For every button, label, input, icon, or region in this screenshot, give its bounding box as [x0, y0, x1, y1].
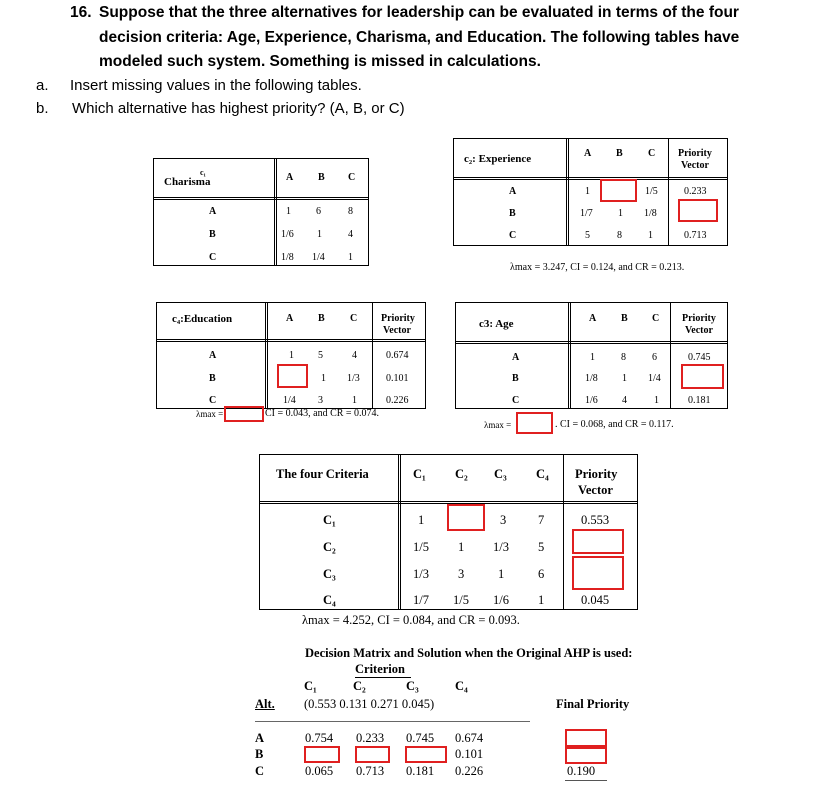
age-row-b-label: B [512, 373, 519, 384]
criteria-row-c2-label: C₂ [323, 540, 336, 554]
age-cell: 6 [652, 352, 657, 363]
education-cell: 4 [352, 350, 357, 361]
education-summary: CI = 0.043, and CR = 0.074. [265, 408, 380, 419]
experience-missing-a-b-input[interactable] [600, 179, 637, 202]
age-col-c: C [652, 313, 660, 324]
education-cell: 1 [321, 373, 326, 384]
criteria-col-c4: C₄ [536, 467, 549, 481]
criteria-vector-header: Vector [578, 483, 613, 497]
criteria-row-c1-label: C₁ [323, 513, 336, 527]
decision-missing-b-c1-input[interactable] [304, 746, 340, 763]
education-cell: 1 [352, 395, 357, 406]
criteria-cell: 1/5 [413, 540, 429, 554]
question-line-1: Suppose that the three alternatives for leadership can be evaluated in terms of the four [99, 4, 739, 21]
age-col-a: A [589, 313, 597, 324]
decision-final-a-input[interactable] [565, 729, 607, 747]
education-cell: 1/4 [283, 395, 296, 406]
experience-row-c-label: C [509, 230, 517, 241]
charisma-col-c: C [348, 172, 356, 183]
experience-row-b-label: B [509, 208, 516, 219]
question-line-3: modeled such system. Something is missed in calculations. [99, 53, 541, 70]
education-lambda-label: λmax = [196, 409, 224, 419]
decision-missing-b-c3-input[interactable] [405, 746, 447, 763]
education-col-b: B [318, 313, 325, 324]
charisma-col-b: B [318, 172, 325, 183]
criteria-priority-header: Priority [575, 467, 618, 481]
experience-priority-header: Priority [678, 148, 712, 159]
decision-final-c-value: 0.190 [567, 764, 596, 778]
charisma-cell: 4 [348, 229, 353, 240]
experience-title: c₂: Experience [464, 153, 532, 165]
experience-col-b: B [616, 148, 623, 159]
education-missing-b-a-input[interactable] [277, 364, 308, 388]
criteria-cell: 5 [538, 540, 545, 554]
education-vector-header: Vector [383, 325, 411, 336]
age-cell: 8 [621, 352, 626, 363]
age-priority-header: Priority [682, 313, 716, 324]
criteria-cell: 3 [458, 567, 465, 581]
criteria-col-c3: C₃ [494, 467, 507, 481]
experience-vector-header: Vector [681, 160, 709, 171]
criteria-row-c4-label: C₄ [323, 593, 336, 607]
experience-cell: 1/8 [644, 208, 657, 219]
decision-crit-c4: C₄ [455, 679, 468, 693]
experience-summary: λmax = 3.247, CI = 0.124, and CR = 0.213. [510, 262, 685, 273]
criteria-cell: 1 [458, 540, 465, 554]
education-priority-value: 0.101 [386, 373, 409, 384]
criteria-summary: λmax = 4.252, CI = 0.084, and CR = 0.093. [302, 613, 520, 627]
education-priority-value: 0.226 [386, 395, 409, 406]
decision-weights: (0.553 0.131 0.271 0.045) [304, 697, 435, 711]
criteria-missing-priority-c3-input[interactable] [572, 556, 624, 590]
criteria-cell: 1 [538, 593, 545, 607]
decision-row-c-label: C [255, 764, 265, 778]
experience-cell: 1 [648, 230, 653, 241]
criteria-priority-value: 0.553 [581, 513, 610, 527]
charisma-cell: 1/8 [281, 252, 294, 263]
charisma-cell: 1 [286, 206, 291, 217]
education-title: c₄:Education [172, 313, 233, 325]
decision-alt-label: Alt. [255, 697, 275, 711]
charisma-cell: 1/6 [281, 229, 294, 240]
part-b-text: Which alternative has highest priority? (A, B, or C) [72, 100, 405, 117]
decision-cell: 0.713 [356, 764, 385, 778]
decision-final-b-input[interactable] [565, 747, 607, 764]
question-number: 16. [70, 4, 92, 21]
decision-criterion-label: Criterion [355, 662, 405, 676]
decision-title: Decision Matrix and Solution when the Original AHP is used: [305, 646, 633, 660]
decision-cell: 0.101 [455, 747, 484, 761]
decision-cell: 0.065 [305, 764, 334, 778]
criteria-missing-priority-c2-input[interactable] [572, 529, 624, 554]
decision-cell: 0.181 [406, 764, 435, 778]
charisma-cell: 1 [348, 252, 353, 263]
decision-cell: 0.226 [455, 764, 484, 778]
experience-missing-priority-b-input[interactable] [678, 199, 718, 222]
age-title: c3: Age [479, 318, 514, 330]
education-lambda-max-input[interactable] [224, 406, 264, 422]
decision-row-a-label: A [255, 731, 265, 745]
charisma-cell: 1 [317, 229, 322, 240]
decision-crit-c3: C₃ [406, 679, 419, 693]
age-vector-header: Vector [685, 325, 713, 336]
criteria-title: The four Criteria [276, 467, 369, 481]
criteria-cell: 1/6 [493, 593, 509, 607]
criteria-cell: 1/3 [493, 540, 509, 554]
part-a-label: a. [36, 77, 49, 94]
criteria-cell: 1/5 [453, 593, 469, 607]
criteria-cell: 6 [538, 567, 545, 581]
decision-cell: 0.754 [305, 731, 334, 745]
criteria-cell: 1 [418, 513, 425, 527]
age-cell: 1 [590, 352, 595, 363]
education-col-a: A [286, 313, 294, 324]
criteria-cell: 3 [500, 513, 507, 527]
charisma-row-c-label: C [209, 252, 217, 263]
decision-cell: 0.233 [356, 731, 385, 745]
age-lambda-label: λmax = [484, 420, 512, 430]
charisma-cell: 1/4 [312, 252, 325, 263]
education-col-c: C [350, 313, 358, 324]
decision-cell: 0.674 [455, 731, 484, 745]
age-priority-value: 0.181 [688, 395, 711, 406]
experience-cell: 1/5 [645, 186, 658, 197]
charisma-col-a: A [286, 172, 294, 183]
criteria-row-c3-label: C₃ [323, 567, 336, 581]
age-cell: 1 [622, 373, 627, 384]
charisma-cell: 6 [316, 206, 321, 217]
education-row-b-label: B [209, 373, 216, 384]
education-cell: 1/3 [347, 373, 360, 384]
experience-cell: 5 [585, 230, 590, 241]
age-priority-value: 0.745 [688, 352, 711, 363]
criteria-missing-c1-c2-input[interactable] [447, 504, 485, 531]
education-row-c-label: C [209, 395, 217, 406]
age-lambda-max-input[interactable] [516, 412, 553, 434]
age-summary: . CI = 0.068, and CR = 0.117. [555, 419, 674, 430]
charisma-cell: 8 [348, 206, 353, 217]
decision-final-label: Final Priority [556, 697, 630, 711]
experience-cell: 1 [585, 186, 590, 197]
charisma-title: Charisma [164, 176, 211, 188]
experience-priority-value: 0.713 [684, 230, 707, 241]
age-cell: 4 [622, 395, 627, 406]
question-line-2: decision criteria: Age, Experience, Charisma, and Education. The following tables have [99, 29, 740, 46]
charisma-row-a-label: A [209, 206, 217, 217]
education-cell: 5 [318, 350, 323, 361]
experience-cell: 8 [617, 230, 622, 241]
experience-cell: 1/7 [580, 208, 593, 219]
decision-missing-b-c2-input[interactable] [355, 746, 390, 763]
part-b-label: b. [36, 100, 49, 117]
age-row-a-label: A [512, 352, 520, 363]
experience-col-a: A [584, 148, 592, 159]
age-cell: 1/6 [585, 395, 598, 406]
age-cell: 1 [654, 395, 659, 406]
criteria-cell: 1/3 [413, 567, 429, 581]
part-a-text: Insert missing values in the following tables. [70, 77, 362, 94]
decision-row-b-label: B [255, 747, 264, 761]
criteria-col-c1: C₁ [413, 467, 426, 481]
education-row-a-label: A [209, 350, 217, 361]
criteria-cell: 7 [538, 513, 545, 527]
experience-row-a-label: A [509, 186, 517, 197]
criteria-cell: 1 [498, 567, 505, 581]
age-cell: 1/4 [648, 373, 661, 384]
education-cell: 3 [318, 395, 323, 406]
charisma-row-b-label: B [209, 229, 216, 240]
experience-cell: 1 [618, 208, 623, 219]
age-row-c-label: C [512, 395, 520, 406]
age-missing-priority-b-input[interactable] [681, 364, 724, 389]
decision-crit-c1: C₁ [304, 679, 317, 693]
criteria-col-c2: C₂ [455, 467, 468, 481]
experience-col-c: C [648, 148, 656, 159]
decision-cell: 0.745 [406, 731, 435, 745]
decision-crit-c2: C₂ [353, 679, 366, 693]
criteria-priority-value: 0.045 [581, 593, 610, 607]
charisma-code: c₁ [200, 168, 206, 177]
criteria-cell: 1/7 [413, 593, 429, 607]
education-cell: 1 [289, 350, 294, 361]
education-priority-header: Priority [381, 313, 415, 324]
experience-priority-value: 0.233 [684, 186, 707, 197]
age-col-b: B [621, 313, 628, 324]
education-priority-value: 0.674 [386, 350, 409, 361]
age-cell: 1/8 [585, 373, 598, 384]
